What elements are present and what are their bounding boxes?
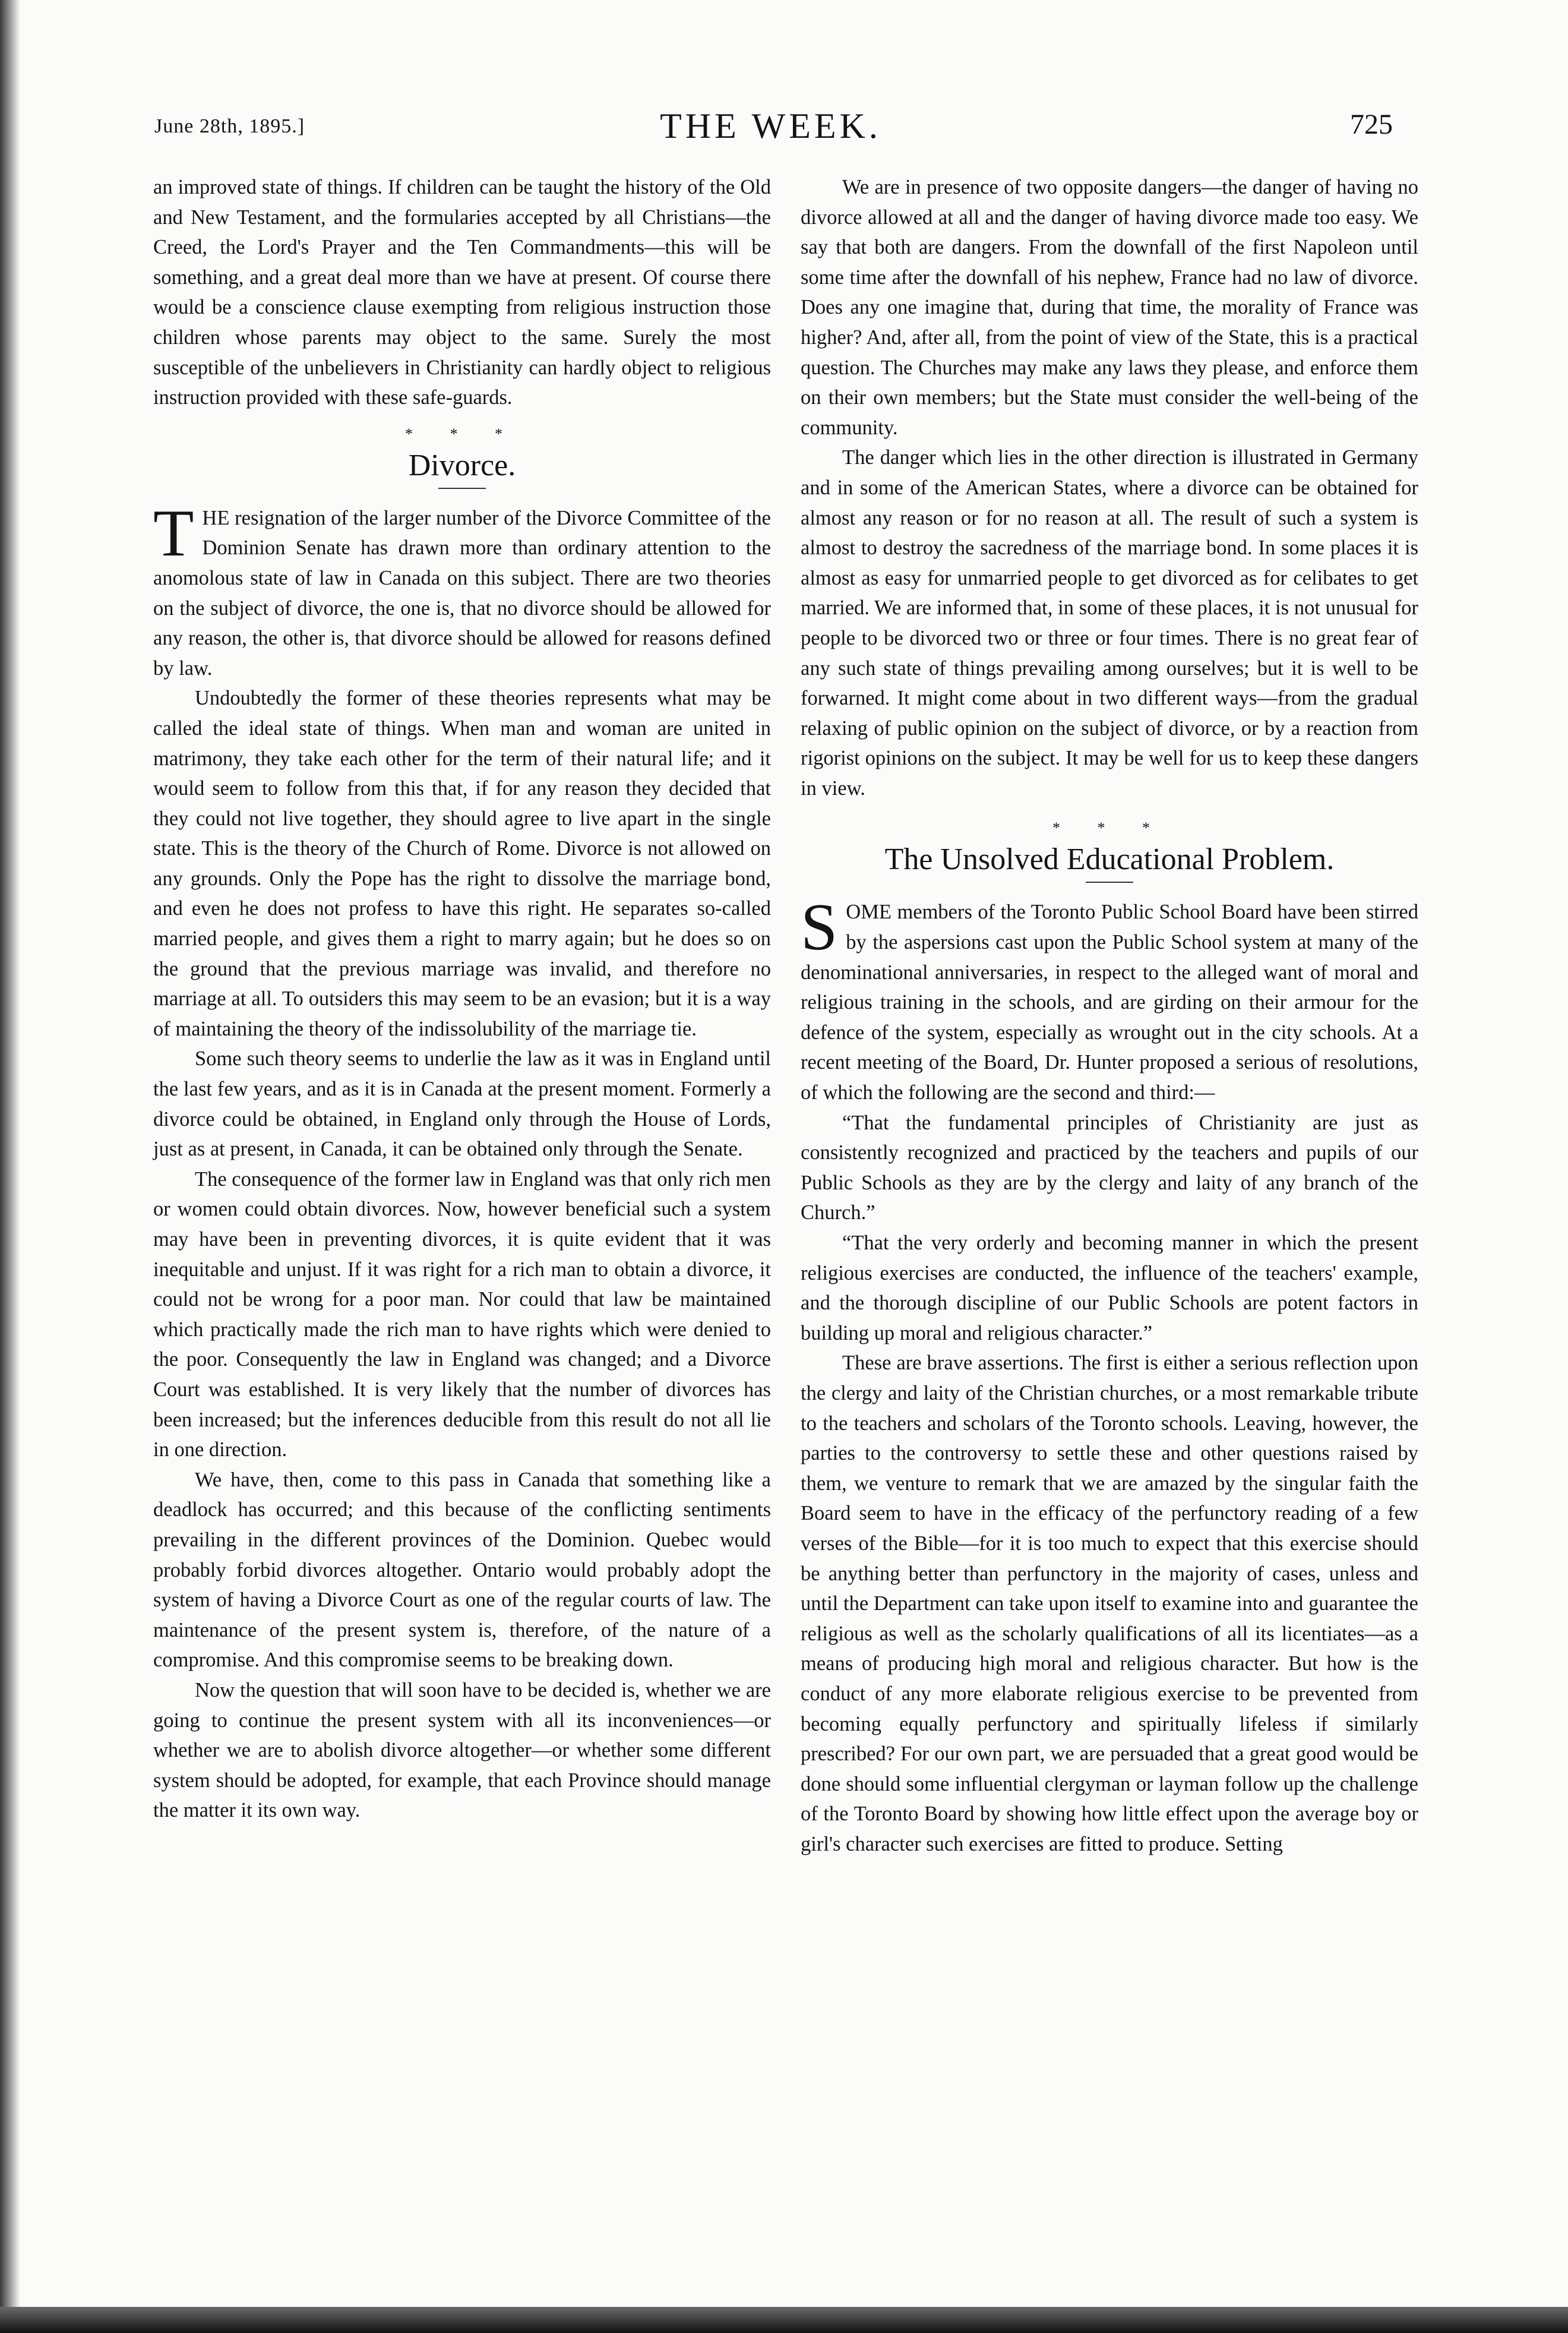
title-rule [1086,882,1133,883]
section-divider: * * * [405,425,519,443]
previous-article-ending: an improved state of things. If children can be taught the history of the Old and New Testament, and the formularies accepted by all Christians—the Creed, the Lord's Prayer and the Ten Commandments—this will be something, and a great deal more than we have at present. Of course there would be a conscience clause exempting from religious instruction those children whose parents may object to the same. Surely the most susceptible of the unbelievers in Christianity can hardly object to religious instruction provided with these safe-guards. [153,176,771,409]
scan-edge-bottom [0,2307,1568,2333]
left-column [153,172,771,1826]
paragraph: These are brave assertions. The first is either a serious reflection upon the clergy and laity of the Christian churches, or a most remarkable tribute to the teachers and scholars of the Toronto schools. Leaving, however, the parties to the controversy to settle these and other questions raised by them, we venture to remark that we are amazed by the singular faith the Board seem to have in the efficacy of the perfunctory reading of a few verses of the Bible—for it is too much to expect that this exercise should be anything better than perfunctory in the majority of cases, unless and until the Department can take upon itself to examine into and guarantee the religious as well as the scholarly qualifications of all its licentiates—as a means of producing high moral and religious character. But how is the conduct of any more elaborate religious exercise to be prevented from becoming equally perfunctory and spiritually lifeless if similarly prescribed? For our own part, we are persuaded that a great good would be done should some influential clergyman or layman follow up the challenge of the Toronto Board by showing how little effect upon the average boy or girl's character such exercises are fitted to produce. Setting [801,1352,1418,1855]
publication-title: THE WEEK. [660,106,881,146]
title-rule [438,488,486,489]
page-number: 725 [1350,109,1393,140]
block-quote: “That the fundamental principles of Christianity are just as consistently recognized and practiced by the teachers and pupils of our Public Schools as they are by the clergy and laity of any branch of the Church.” [801,1111,1418,1224]
paragraph: Undoubtedly the former of these theories represents what may be called the ideal state of things. When man and woman are united in matrimony, they take each other for the term of their natural life; and it would seem to follow from this that, if for any reason they decided that they could not live together, they should agree to live apart in the single state. This is the theory of the Church of Rome. Divorce is not allowed on any grounds. Only the Pope has the right to dissolve the marriage bond, and even he does not profess to have this right. He separates so-called married people, and gives them a right to marry again; but he does so on the ground that the previous marriage was invalid, and therefore no marriage at all. To outsiders this may seem to be an evasion; but it is a way of maintaining the theory of the indissolubility of the marriage tie. [153,687,771,1040]
paragraph: Some such theory seems to underlie the law as it was in England until the last few years, and as it is in Canada at the present moment. Formerly a divorce could be obtained, in England only through the House of Lords, just as at present, in Canada, it can be obtained only through the Senate. [153,1047,771,1161]
article-title-educational-problem: The Unsolved Educational Problem. [884,842,1335,877]
paragraph: We are in presence of two opposite dangers—the danger of having no divorce allowed at all and the danger of having divorce made too easy. We say that both are dangers. From the downfall of the first Napoleon until some time after the downfall of his nephew, France had no law of divorce. Does any one imagine that, during that time, the morality of France was higher? And, after all, from the point of view of the State, this is a practical question. The Churches may make any laws they please, and enforce them on their own members; but the State must consider the well-being of the community. [801,176,1418,439]
block-quote: “That the very orderly and becoming manner in which the present religious exercises are conducted, the influence of the teachers' example, and the thorough discipline of our Public Schools are potent factors in building up moral and religious character.” [801,1232,1418,1344]
right-column [801,172,1418,1859]
paragraph: The danger which lies in the other direction is illustrated in Germany and in some of the American States, where a divorce can be obtained for almost any reason or for no reason at all. The result of such a system is almost to destroy the sacredness of the marriage bond. In some places it is almost as easy for unmarried people to get divorced as for celibates to get married. We are informed that, in some of these places, it is not unusual for people to be divorced two or three or four times. There is no great fear of any such state of things prevailing among ourselves; but it is well to be forwarned. It might come about in two different ways—from the gradual relaxing of public opinion on the subject of divorce, or by a reaction from rigorist opinions on the subject. It may be well for us to keep these dangers in view. [801,446,1418,800]
drop-cap: S [801,891,838,965]
paragraph: We have, then, come to this pass in Canada that something like a deadlock has occurred; and this because of the conflicting sentiments prevailing in the different provinces of the Dominion. Quebec would probably forbid divorces altogether. Ontario would probably adopt the system of having a Divorce Court as one of the regular courts of law. The maintenance of the present system is, therefore, of the nature of a compromise. And this compromise seems to be breaking down. [153,1468,771,1672]
drop-cap: T [153,496,194,570]
paragraph: THE resignation of the larger number of the Divorce Committee of the Dominion Senate has drawn more than ordinary attention to the anomolous state of law in Canada on this subject. There are two theories on the subject of divorce, the one is, that no divorce should be allowed for any reason, the other is, that divorce should be allowed for reasons defined by law. [153,496,771,680]
page-header [148,106,1393,153]
section-divider: * * * [1052,819,1166,837]
paragraph: Now the question that will soon have to be decided is, whether we are going to continue the present system with all its inconveniences—or whether we are to abolish divorce altogether—or whether some different system should be adopted, for example, that each Province should manage the matter it its own way. [153,1678,771,1822]
paragraph: The consequence of the former law in England was that only rich men or women could obtain divorces. Now, however beneficial such a system may have been in preventing divorces, it is quite evident that it was inequitable and unjust. If it was right for a rich man to obtain a divorce, it could not be wrong for a poor man. Nor could that law be maintained which practically made the rich man to have rights which were denied to the poor. Consequently the law in England was changed; and a Divorce Court was established. It is very likely that the number of divorces has been increased; but the inferences deducible from this result do not all lie in one direction. [153,1167,771,1461]
article-title-divorce: Divorce. [408,448,516,482]
scan-shadow-left [0,0,20,2333]
paragraph: SOME members of the Toronto Public School Board have been stirred by the aspersions cast upon the Public School system at many of the denominational anniversaries, in respect to the alleged want of moral and religious training in the schools, and are girding on their armour for the defence of the system, especially as wrought out in the city schools. At a recent meeting of the Board, Dr. Hunter proposed a serious of resolutions, of which the following are the second and third:— [801,891,1418,1104]
issue-date: June 28th, 1895.] [154,115,305,137]
